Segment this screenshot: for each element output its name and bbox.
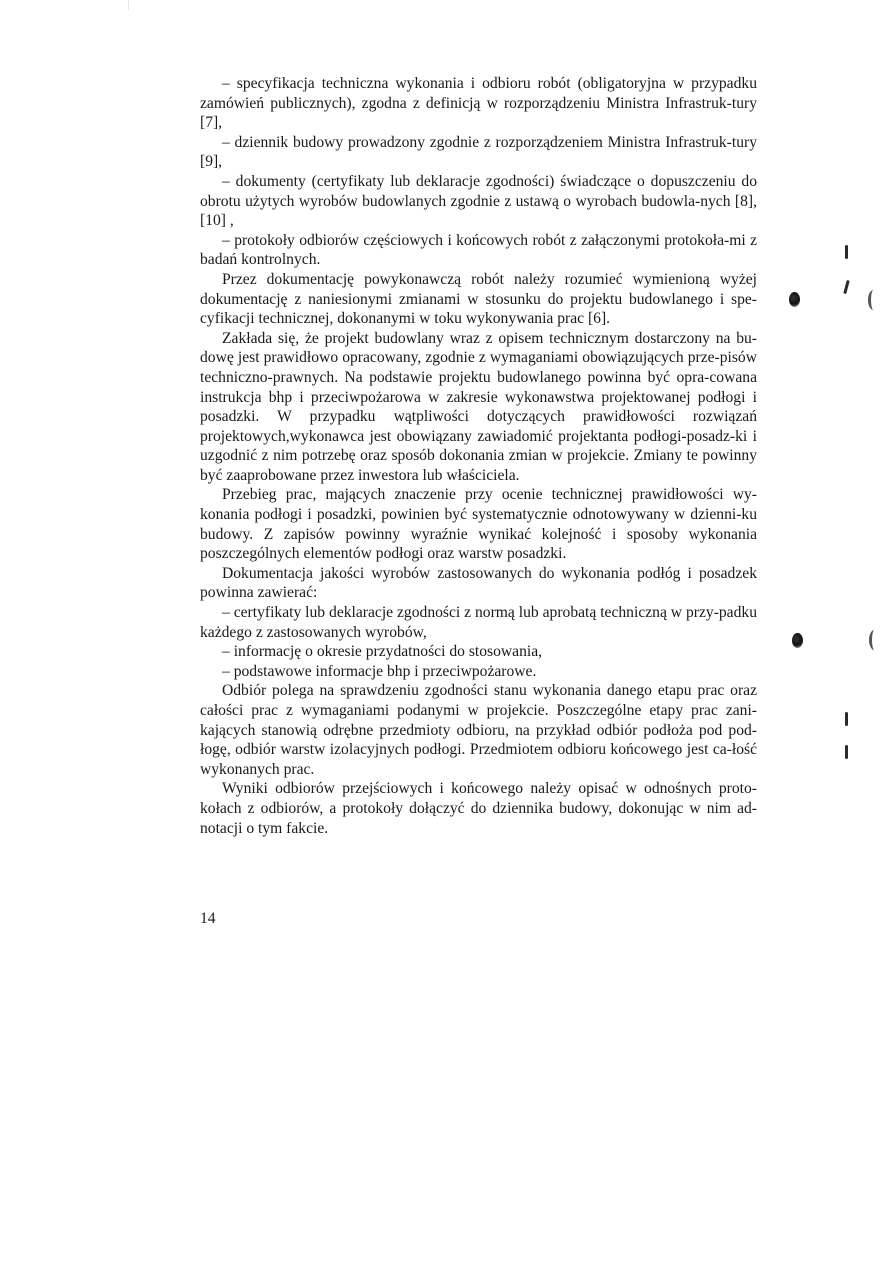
scan-mark	[845, 712, 848, 726]
paragraph-quality-docs: Dokumentacja jakości wyrobów zastosowanych do wykonania podłóg i posadzek powinna zawierać:	[200, 564, 757, 602]
punch-hole	[792, 633, 803, 648]
paragraph-spec-item: – specyfikacja techniczna wykonania i odbioru robót (obligatoryjna w przypadku zamówień publicznych), zgodna z definicją w rozporządzeniu Ministra Infrastruk-tury [7],	[200, 75, 757, 132]
paragraph-project-assumption: Zakłada się, że projekt budowlany wraz z opisem technicznym dostarczony na bu-dowę jest prawidłowo opracowany, zgodnie z wymaganiami obowiązujących prze-pisów techniczno-prawnych. Na podstawie projektu budowlanego powinna być opra-cowana instrukcja bhp i przeciwpożarowa w zakresie wykonawstwa projektowanej podłogi i posadzki. W przypadku wątpliwości dotyczących prawidłowości rozwiązań projektowych,wykonawca jest obowiązany zawiadomić projektanta podłogi-posadz-ki i uzgodnić z nim potrzebę oraz sposób dokonania zmian w projekcie. Zmiany te powinny być zaaprobowane przez inwestora lub właściciela.	[200, 329, 757, 484]
paragraph-quality-item-shelf-life: – informację o okresie przydatności do stosowania,	[222, 643, 543, 661]
scan-mark	[868, 290, 879, 310]
paragraph-site-diary-item: – dziennik budowy prowadzony zgodnie z rozporządzeniem Ministra Infrastruk-tury [9],	[200, 133, 757, 171]
paragraph-acceptance: Odbiór polega na sprawdzeniu zgodności stanu wykonania danego etapu prac oraz całości prac z wymaganiami podanymi w projekcie. Poszczególne etapy prac zani-kających stanowią odrębne przedmioty odbioru, na przykład odbiór podłoża pod pod-łogę, odbiór warstw izolacyjnych podłogi. Przedmiotem odbioru końcowego jest ca-łość wykonanych prac.	[200, 682, 757, 778]
punch-hole	[789, 292, 800, 307]
scan-mark	[845, 245, 848, 259]
scan-edge-mark	[128, 0, 129, 10]
paragraph-quality-item-safety: – podstawowe informacje bhp i przeciwpożarowe.	[222, 662, 537, 680]
scan-mark	[845, 745, 848, 759]
body-text	[200, 74, 757, 838]
scan-mark	[869, 630, 880, 650]
paragraph-quality-item-certificates: – certyfikaty lub deklaracje zgodności z normą lub aprobatą techniczną w przy-padku każdego z zastosowanych wyrobów,	[200, 604, 757, 641]
paragraph-certificates-item: – dokumenty (certyfikaty lub deklaracje zgodności) świadczące o dopuszczeniu do obrotu użytych wyrobów budowlanych zgodnie z ustawą o wyrobach budowla-nych [8], [10] ,	[200, 172, 757, 230]
paragraph-as-built-docs: Przez dokumentację powykonawczą robót należy rozumieć wymienioną wyżej dokumentację z naniesionymi zmianami w stosunku do projektu budowlanego i spe-cyfikacji technicznej, dokonanymi w toku wykonywania prac [6].	[200, 270, 757, 328]
paragraph-protocols-item: – protokoły odbiorów częściowych i końcowych robót z załączonymi protokoła-mi z badań kontrolnych.	[200, 231, 757, 269]
scan-mark	[843, 280, 850, 294]
paragraph-work-progress: Przebieg prac, mających znaczenie przy ocenie technicznej prawidłowości wy-konania podłogi i posadzki, powinien być systematycznie odnotowywany w dzienni-ku budowy. Z zapisów powinny wyraźnie wynikać kolejność i sposoby wykonania poszczególnych elementów podłogi oraz warstw posadzki.	[200, 486, 757, 563]
page-number: 14	[200, 910, 216, 927]
paragraph-acceptance-results: Wyniki odbiorów przejściowych i końcowego należy opisać w odnośnych proto-kołach z odbiorów, a protokoły dołączyć do dziennika budowy, dokonując w nim ad-notacji o tym fakcie.	[200, 780, 757, 837]
